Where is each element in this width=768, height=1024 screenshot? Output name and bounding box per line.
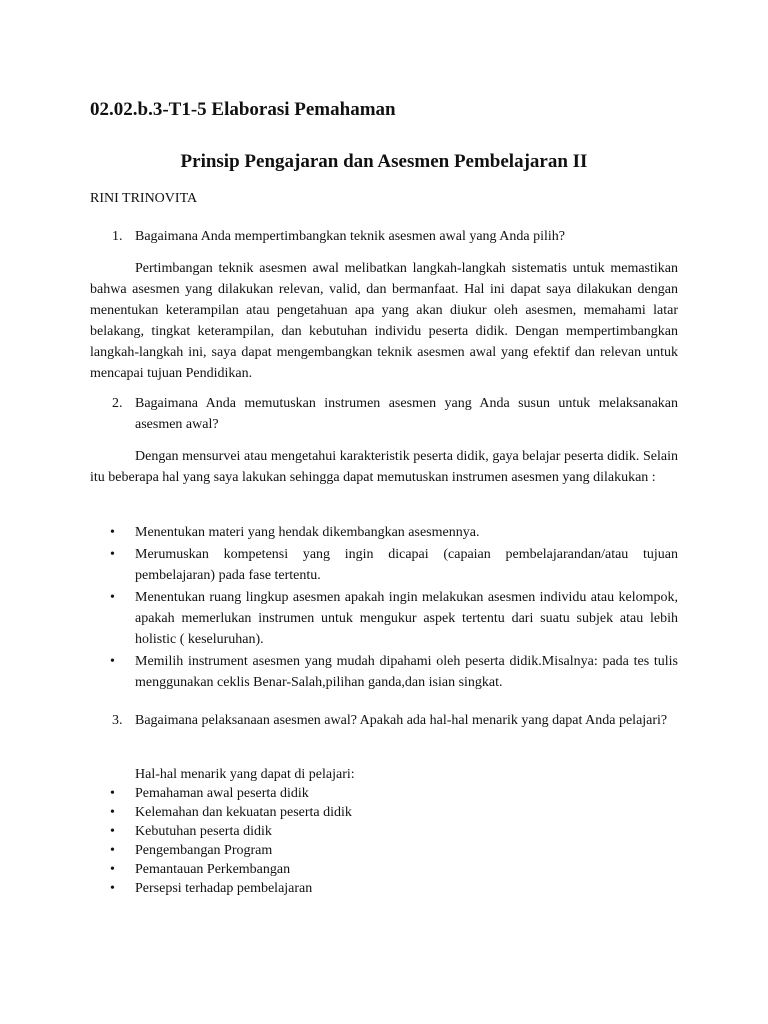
- bullet-icon: •: [110, 786, 115, 801]
- list-item-text: Menentukan materi yang hendak dikembangkan asesmennya.: [135, 525, 480, 540]
- bullet-icon: •: [110, 525, 115, 540]
- question-2: [90, 393, 678, 435]
- answer-2-paragraph: Dengan mensurvei atau mengetahui karakteristik peserta didik, gaya belajar peserta didik. Selain itu beberapa hal yang saya lakukan sehingga dapat memutuskan instrumen asesmen yang dilakukan :: [90, 449, 678, 485]
- list-item: [90, 822, 678, 841]
- document-title: Prinsip Pengajaran dan Asesmen Pembelajaran II: [180, 151, 588, 172]
- list-item: [90, 784, 678, 803]
- list-item-text: Pengembangan Program: [135, 843, 273, 858]
- list-item: [90, 879, 678, 898]
- list-item: [90, 841, 678, 860]
- list-item: [90, 587, 678, 650]
- bullet-icon: •: [110, 590, 115, 605]
- list-item-text: Memilih instrument asesmen yang mudah dipahami oleh peserta didik.Misalnya: pada tes tulis menggunakan ceklis Benar-Salah,pilihan ganda,dan isian singkat.: [135, 654, 678, 690]
- document-heading: 02.02.b.3-T1-5 Elaborasi Pemahaman: [90, 99, 396, 120]
- question-text: Bagaimana Anda mempertimbangkan teknik asesmen awal yang Anda pilih?: [135, 229, 565, 244]
- answer-1-paragraph: Pertimbangan teknik asesmen awal melibatkan langkah-langkah sistematis untuk memastikan bahwa asesmen yang dilakukan relevan, valid, dan bermanfaat. Hal ini dapat saya dilakukan dengan menentukan keterampilan atau pengetahuan apa yang akan diukur oleh asesmen, memahami latar belakang, tingkat keterampilan, dan kebutuhan individu peserta didik. Dengan mempertimbangkan langkah-langkah ini, saya dapat mengembangkan teknik asesmen awal yang efektif dan relevan untuk mencapai tujuan Pendidikan.: [90, 261, 678, 381]
- question-number: 2.: [112, 396, 123, 411]
- bullet-icon: •: [110, 654, 115, 669]
- question-number: 3.: [112, 713, 123, 728]
- bullet-icon: •: [110, 824, 115, 839]
- bullet-icon: •: [110, 881, 115, 896]
- list-item-text: Persepsi terhadap pembelajaran: [135, 881, 313, 896]
- list-item-text: Pemahaman awal peserta didik: [135, 786, 309, 801]
- list-item-text: Kebutuhan peserta didik: [135, 824, 272, 839]
- list-item-text: Merumuskan kompetensi yang ingin dicapai (capaian pembelajarandan/atau tujuan pembelajaran) pada fase tertentu.: [135, 547, 678, 583]
- bullet-icon: •: [110, 862, 115, 877]
- question-1: [90, 226, 678, 247]
- list-item-text: Pemantauan Perkembangan: [135, 862, 291, 877]
- list-item: [90, 544, 678, 586]
- list-item-text: Menentukan ruang lingkup asesmen apakah ingin melakukan asesmen individu atau kelompok, apakah memerlukan instrumen untuk mengukur aspek tertentu dari suatu subjek atau lebih holistic ( keseluruhan).: [135, 590, 678, 647]
- list-item: [90, 651, 678, 693]
- author-name: RINI TRINOVITA: [90, 191, 198, 206]
- bullet-icon: •: [110, 843, 115, 858]
- question-text: Bagaimana pelaksanaan asesmen awal? Apakah ada hal-hal menarik yang dapat Anda pelajari?: [135, 713, 668, 728]
- list-item: [90, 860, 678, 879]
- answer-3-intro: Hal-hal menarik yang dapat di pelajari:: [135, 767, 355, 782]
- answer-3-bullet-list: [90, 784, 678, 898]
- question-3: [90, 710, 678, 731]
- list-item-text: Kelemahan dan kekuatan peserta didik: [135, 805, 352, 820]
- question-number: 1.: [112, 229, 123, 244]
- bullet-icon: •: [110, 547, 115, 562]
- list-item: [90, 522, 678, 543]
- bullet-icon: •: [110, 805, 115, 820]
- question-text: Bagaimana Anda memutuskan instrumen asesmen yang Anda susun untuk melaksanakan asesmen awal?: [135, 396, 678, 432]
- answer-2-bullet-list: [90, 522, 678, 693]
- list-item: [90, 803, 678, 822]
